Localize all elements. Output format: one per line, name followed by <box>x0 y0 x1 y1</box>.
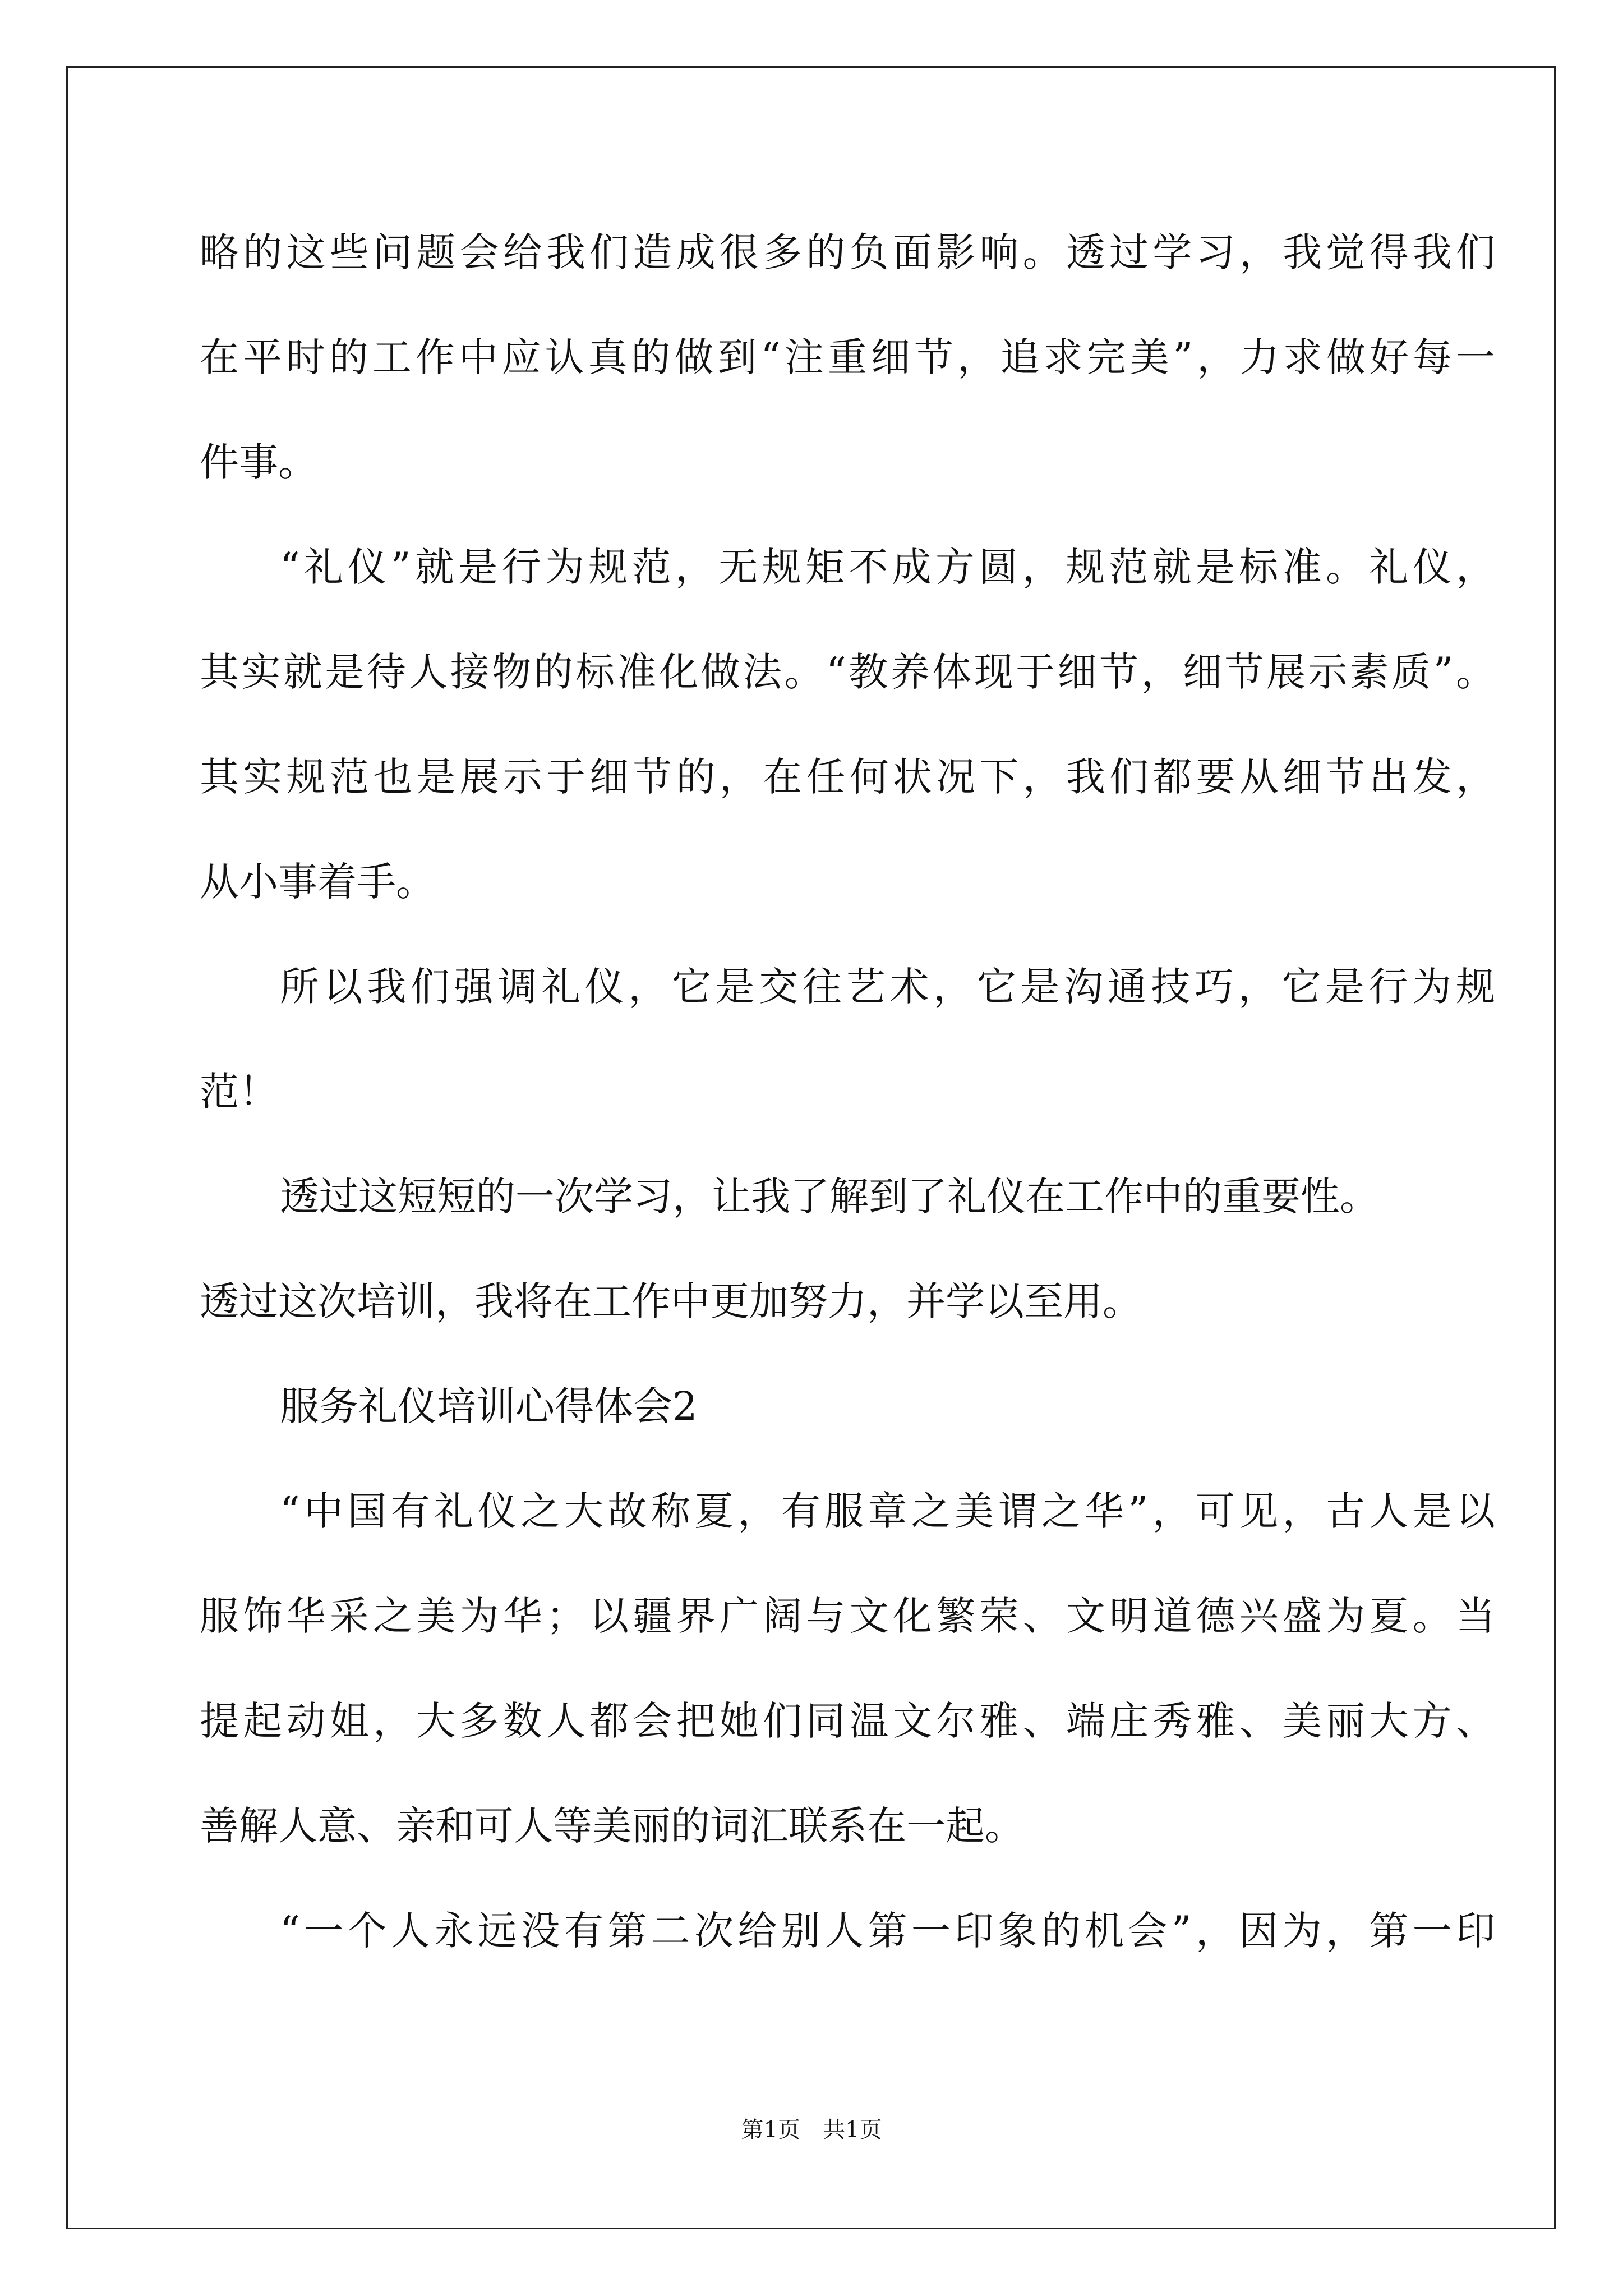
text-line: 服饰华采之美为华；以疆界广阔与文化繁荣、文明道德兴盛为夏。当 <box>200 1593 1495 1639</box>
text-line: 其实就是待人接物的标准化做法。“教养体现于细节，细节展示素质”。 <box>200 649 1495 695</box>
paragraph-first-line: “一个人永远没有第二次给别人第一印象的机会”，因为，第一印 <box>280 1908 1495 1954</box>
text-line: 提起动姐，大多数人都会把她们同温文尔雅、端庄秀雅、美丽大方、 <box>200 1698 1495 1744</box>
paragraph-first-line: “中国有礼仪之大故称夏，有服章之美谓之华”，可见，古人是以 <box>280 1488 1495 1534</box>
text-line: 善解人意、亲和可人等美丽的词汇联系在一起。 <box>200 1803 1024 1849</box>
paragraph-first-line: “礼仪”就是行为规范，无规矩不成方圆，规范就是标准。礼仪， <box>280 544 1495 590</box>
paragraph-first-line: 所以我们强调礼仪，它是交往艺术，它是沟通技巧，它是行为规 <box>280 964 1495 1010</box>
text-line: 在平时的工作中应认真的做到“注重细节，追求完美”，力求做好每一 <box>200 334 1495 380</box>
paragraph-first-line: 透过这短短的一次学习，让我了解到了礼仪在工作中的重要性。 <box>280 1174 1379 1220</box>
text-line: 透过这次培训，我将在工作中更加努力，并学以至用。 <box>200 1278 1142 1324</box>
page-footer: 第1页 共1页 <box>741 2117 882 2143</box>
text-line: 其实规范也是展示于细节的，在任何状况下，我们都要从细节出发， <box>200 754 1495 800</box>
document-body <box>200 210 1495 1994</box>
text-line: 范！ <box>200 1069 278 1115</box>
text-line: 从小事着手。 <box>200 859 435 905</box>
text-line: 件事。 <box>200 439 317 485</box>
section-heading: 服务礼仪培训心得体会2 <box>280 1383 698 1429</box>
text-line: 略的这些问题会给我们造成很多的负面影响。透过学习，我觉得我们 <box>200 229 1495 275</box>
